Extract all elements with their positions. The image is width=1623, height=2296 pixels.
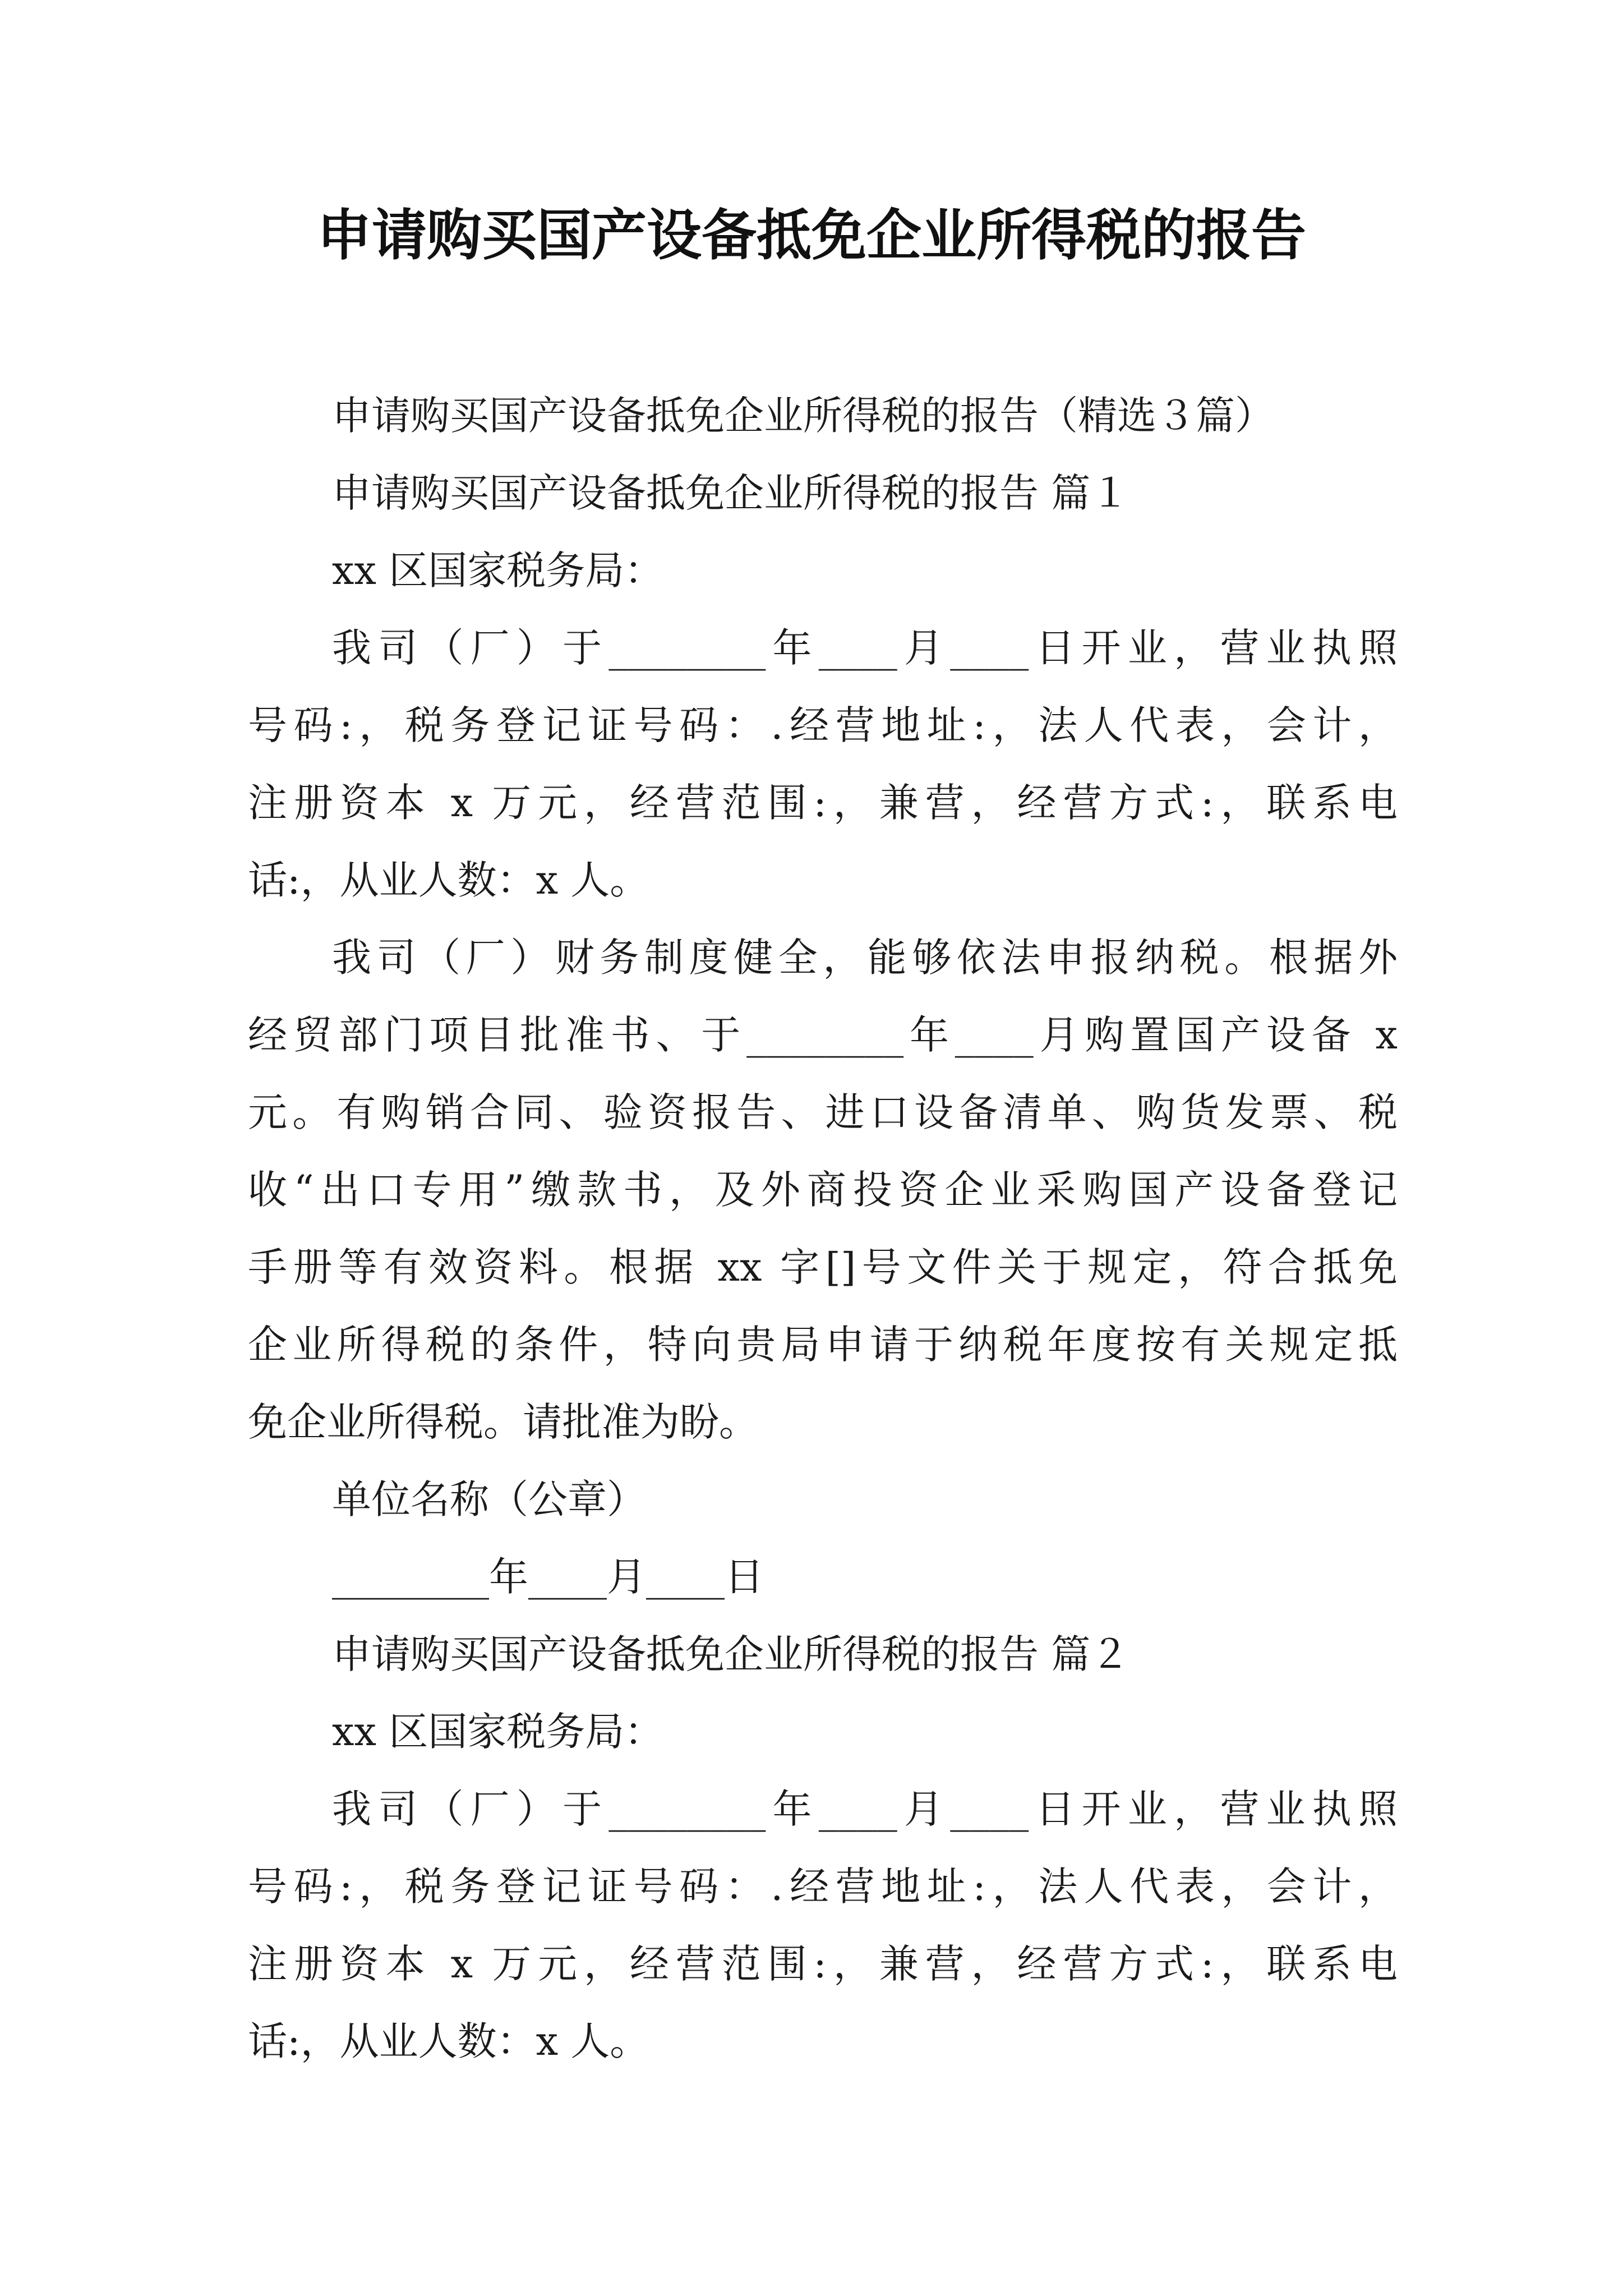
- body-line: 号码:，税务登记证号码：.经营地址:，法人代表，会计，: [248, 702, 1398, 748]
- body-line: 申请购买国产设备抵免企业所得税的报告 篇１: [332, 470, 1130, 516]
- body-line: 我司（厂）于________年____月____日开业，营业执照: [332, 1786, 1398, 1832]
- document-title: 申请购买国产设备抵免企业所得税的报告: [316, 203, 1306, 268]
- document-body: [248, 377, 1398, 2080]
- body-line: 我司（厂）于________年____月____日开业，营业执照: [332, 625, 1398, 671]
- body-line: 话:，从业人数：x 人。: [248, 857, 649, 903]
- body-line: xx 区国家税务局：: [332, 547, 664, 593]
- body-line: 我司（厂）财务制度健全，能够依法申报纳税。根据外: [332, 935, 1398, 981]
- body-line: 注册资本 x 万元，经营范围:，兼营，经营方式:，联系电: [248, 1941, 1398, 1987]
- body-line: xx 区国家税务局：: [332, 1709, 664, 1755]
- body-line: 申请购买国产设备抵免企业所得税的报告 篇２: [332, 1631, 1130, 1677]
- body-line: ________年____月____日: [332, 1554, 764, 1600]
- body-line: 手册等有效资料。根据 xx 字[]号文件关于规定，符合抵免: [248, 1244, 1398, 1290]
- body-line: 号码:，税务登记证号码：.经营地址:，法人代表，会计，: [248, 1864, 1398, 1910]
- body-line: 单位名称（公章）: [332, 1476, 646, 1522]
- body-line: 话:，从业人数：x 人。: [248, 2018, 649, 2064]
- body-line: 免企业所得税。请批准为盼。: [248, 1399, 758, 1445]
- body-line: 企业所得税的条件，特向贵局申请于纳税年度按有关规定抵: [248, 1322, 1398, 1368]
- body-line: 收“出口专用”缴款书，及外商投资企业采购国产设备登记: [248, 1167, 1398, 1213]
- body-line: 申请购买国产设备抵免企业所得税的报告（精选３篇）: [332, 393, 1274, 439]
- body-line: 经贸部门项目批准书、于________年____月购置国产设备 x: [248, 1012, 1398, 1058]
- body-line: 注册资本 x 万元，经营范围:，兼营，经营方式:，联系电: [248, 780, 1398, 826]
- body-line: 元。有购销合同、验资报告、进口设备清单、购货发票、税: [248, 1089, 1398, 1135]
